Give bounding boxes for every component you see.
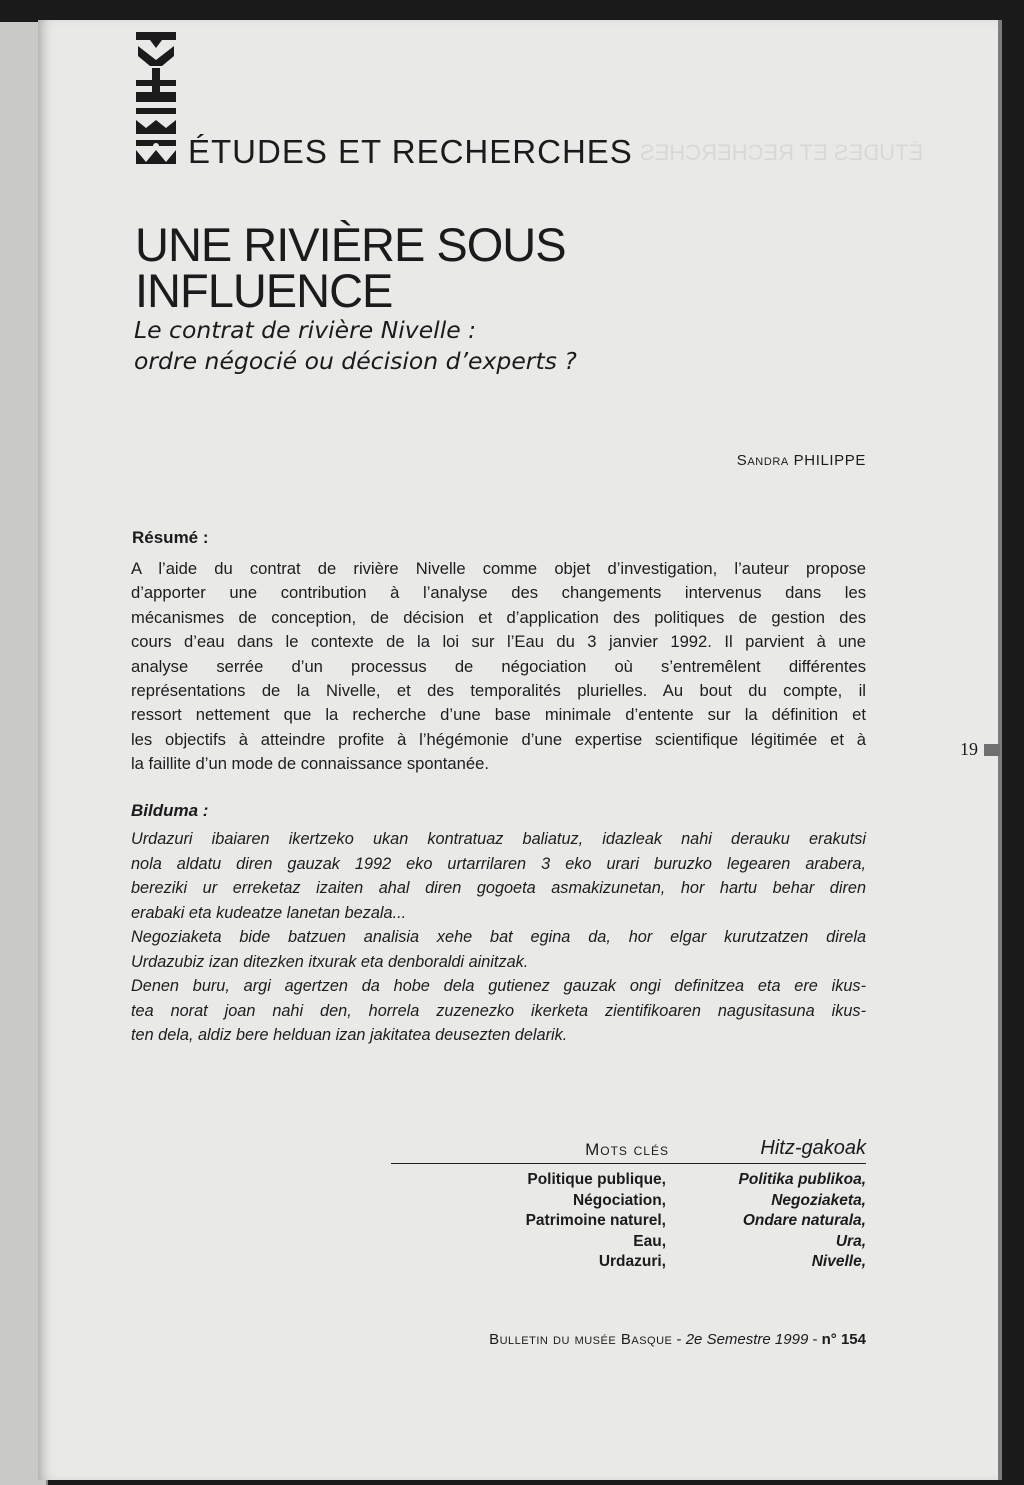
keyword-item: Politika publikoa, [738, 1171, 866, 1188]
bilduma-line: Negoziaketa bide batzuen analisia xehe bat egina da, hor elgar kurutzatzen direla [131, 928, 866, 946]
bilduma-line: tea norat joan nahi den, horrela zuzenezko ikerketa zientifikoaren nagusitasuna ikus- [131, 1001, 866, 1020]
resume-line: analyse serrée d’un processus de négociation où s’entremêlent différentes [131, 656, 866, 676]
author-first-name: Sandra [736, 452, 789, 469]
bilduma-line: nola aldatu diren gauzak 1992 eko urtarrilaren 3 eko urari buruzko legearen arabera, [131, 854, 866, 873]
basque-ornament-icon [132, 28, 180, 168]
keyword-item: Politique publique, [527, 1171, 666, 1188]
subtitle-line: Le contrat de rivière Nivelle : [134, 316, 477, 344]
subtitle-line: ordre négocié ou décision d’experts ? [134, 347, 577, 375]
keyword-item: Négociation, [572, 1191, 666, 1209]
article-subtitle [134, 315, 694, 377]
bilduma-paragraph [131, 827, 866, 1048]
footer-semester: 2e Semestre 1999 [685, 1331, 809, 1348]
author-last-name: PHILIPPE [793, 452, 866, 469]
issue-number: n° 154 [821, 1331, 866, 1348]
footer-separator: - [672, 1331, 686, 1348]
resume-heading: Résumé : [132, 528, 209, 547]
resume-line: la faillite d’un mode de connaissance spontanée. [131, 754, 489, 774]
keyword-item: Ondare naturala, [742, 1212, 866, 1229]
journal-name: Bulletin du musée Basque [489, 1331, 673, 1348]
resume-line: A l’aide du contrat de rivière Nivelle comme objet d’investigation, l’auteur propose [131, 559, 866, 578]
resume-line: cours d’eau dans le contexte de la loi sur l’Eau du 3 janvier 1992. Il parvient à une [131, 632, 866, 652]
keywords-divider [391, 1163, 866, 1164]
resume-line: d’apporter une contribution à l’analyse des changements intervenus dans les [131, 583, 866, 603]
resume-paragraph [131, 557, 866, 777]
author-name [737, 452, 866, 469]
show-through-text: ÉTUDES ET RECHERCHES [640, 140, 924, 165]
title-line: UNE RIVIÈRE SOUS [135, 218, 566, 271]
bilduma-line: bereziki ur erreketaz izaiten ahal diren gogoeta asmakizunetan, hor hartu behar diren [131, 879, 866, 897]
resume-line: mécanismes de conception, de décision et d’application des politiques de gestion des [131, 607, 866, 627]
article-title [135, 218, 605, 317]
resume-line: représentations de la Nivelle, et des temporalités plurielles. Au bout du compte, il [131, 681, 866, 701]
page-footer [430, 1331, 866, 1348]
page-tab-marker [984, 744, 1000, 756]
keywords-label-french: Mots clés [585, 1140, 669, 1159]
title-line: INFLUENCE [135, 264, 393, 317]
bilduma-line: Denen buru, argi agertzen da hobe dela gutienez gauzak ongi definitzea eta ere ikus- [131, 977, 866, 995]
keyword-item: Patrimoine naturel, [525, 1212, 666, 1229]
bilduma-line: erabaki eta kudeatze lanetan bezala... [131, 903, 407, 922]
section-title: ÉTUDES ET RECHERCHES [188, 133, 633, 170]
keywords-french-list [440, 1170, 666, 1273]
resume-line: les objectifs à atteindre profite à l’hégémonie d’une expertise scientifique légitimée et à [131, 729, 866, 749]
bilduma-line: Urdazubiz izan ditezken itxurak eta denboraldi ainitzak. [131, 952, 529, 971]
page-number: 19 [960, 739, 978, 759]
keywords-basque-list [640, 1170, 866, 1273]
footer-separator: - [808, 1331, 822, 1348]
bilduma-heading: Bilduma : [131, 801, 209, 820]
bilduma-line: ten dela, aldiz bere helduan izan jakitatea deusezten delarik. [131, 1026, 568, 1044]
keyword-item: Nivelle, [811, 1253, 866, 1270]
keyword-item: Negoziaketa, [771, 1191, 866, 1209]
keyword-item: Ura, [835, 1232, 866, 1250]
bilduma-line: Urdazuri ibaiaren ikertzeko ukan kontratuaz baliatuz, idazleak nahi derauku erakutsi [131, 830, 866, 848]
keyword-item: Urdazuri, [598, 1253, 666, 1270]
keyword-item: Eau, [633, 1232, 666, 1250]
keywords-label-basque: Hitz-gakoak [760, 1137, 866, 1159]
resume-line: ressort nettement que la recherche d’une base minimale d’entente sur la définition et [131, 705, 866, 725]
